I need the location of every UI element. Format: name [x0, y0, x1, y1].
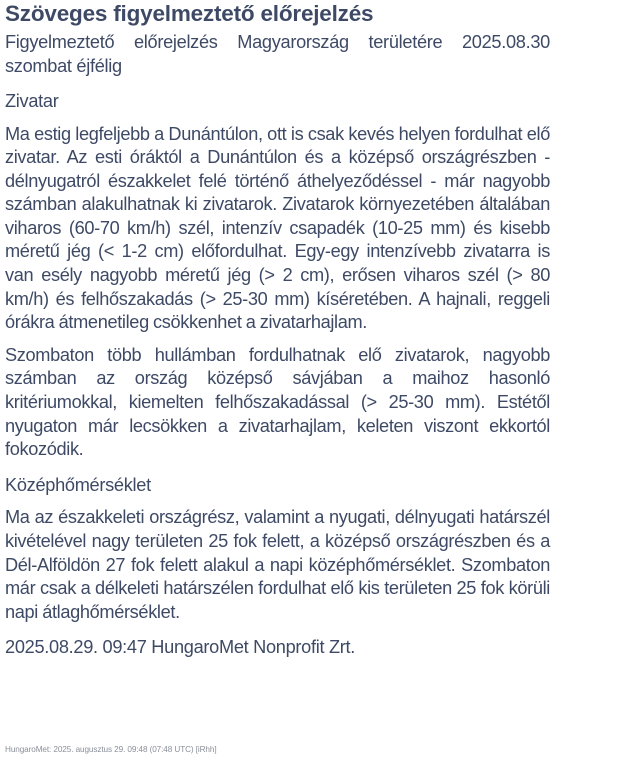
- forecast-document: [5, 0, 550, 660]
- section-title-mean-temperature: Középhőmérséklet: [5, 474, 151, 495]
- thunderstorm-paragraph-1: Ma estig legfeljebb a Dunántúlon, ott is csak kevés helyen fordulhat elő zivatar. Az esti óráktól a Dunántúlon és a középső országrészben - délnyugatról északkelet felé történő áthelyeződéssel - már nagyobb számban alakulhatnak ki zivatarok. Zivatarok környezetében általában viharos (60-70 km/h) szél, intenzív csapadék (10-25 mm) és kisebb méretű jég (< 1-2 cm) előfordulhat. Egy-egy intenzívebb zivatarra is van esély nagyobb méretű jég (> 2 cm), erősen viharos szél (> 80 km/h) és felhőszakadás (> 25-30 mm) kíséretében. A hajnali, reggeli órákra átmenetileg csökkenhet a zivatarhajlam.: [5, 123, 550, 333]
- issued-timestamp: 2025.08.29. 09:47 HungaroMet Nonprofit Zrt.: [5, 637, 356, 658]
- mean-temperature-paragraph: Ma az északkeleti országrész, valamint a nyugati, délnyugati határszél kivételével nagy területen 25 fok felett, a középső országrészben és a Dél-Alföldön 27 fok felett alakul a napi középhőmérséklet. Szombaton már csak a délkeleti határszélen fordulhat elő kis területen 25 fok körüli napi átlaghőmérséklet.: [5, 507, 550, 622]
- thunderstorm-paragraph-2: Szombaton több hullámban fordulhatnak elő zivatarok, nagyobb számban az ország középső sávjában a maihoz hasonló kritériumokkal, kiemelten felhőszakadással (> 25-30 mm). Estétől nyugaton már lecsökken a zivatarhajlam, keleten viszont ekkortól fokozódik.: [5, 344, 550, 460]
- section-title-thunderstorm: Zivatar: [5, 91, 59, 111]
- section-thunderstorm: [5, 90, 550, 462]
- section-mean-temperature: [5, 474, 550, 624]
- page-title: Szöveges figyelmeztető előrejelzés: [5, 1, 374, 26]
- forecast-subtitle: Figyelmeztető előrejelzés Magyarország területére 2025.08.30 szombat éjfélig: [5, 32, 550, 76]
- footer-generated-info: HungaroMet: 2025. augusztus 29. 09:48 (07:48 UTC) [iRhh]: [5, 745, 217, 754]
